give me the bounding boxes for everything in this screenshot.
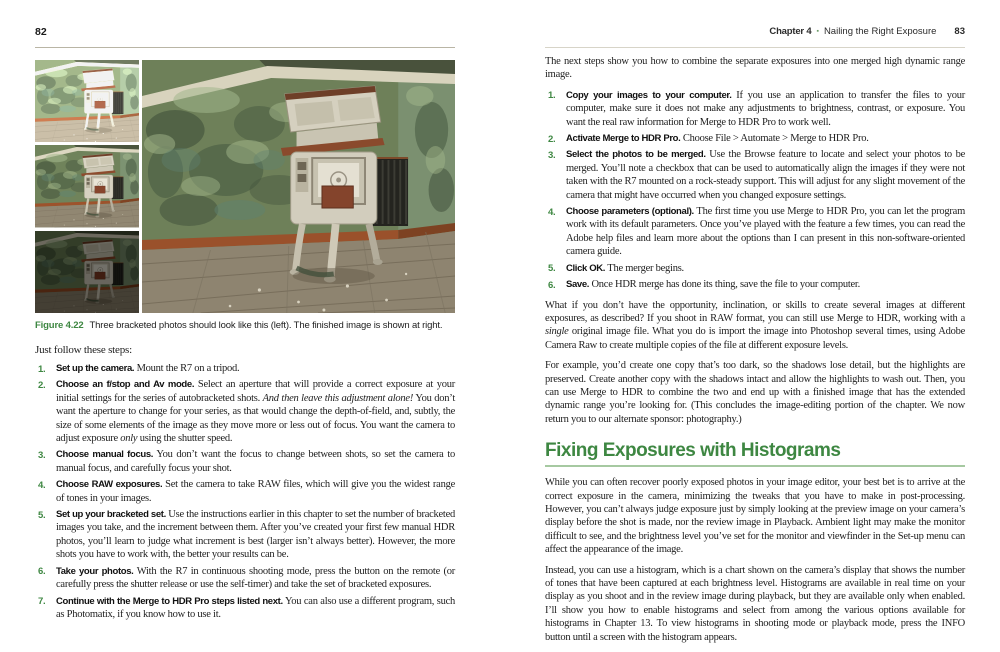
paragraph-while: While you can often recover poorly exposed photos in your image editor, your best bet is to arrive at the correct exposure in the camera, minimizing the tweaks that you have to make in post-processing. However, you can’t always judge exposure just by simply looking at the preview image on your camera’s display before the shot is made, nor the review image in Playback. Ambient light may make the monitor difficult to see, and the brightness level you’ve set for the monitor and viewfinder in the Set-up menu can affect the appearance of the image. <box>545 477 965 556</box>
step-number: 3. <box>548 149 556 161</box>
step-number: 1. <box>548 90 556 102</box>
step-item <box>35 448 455 475</box>
step-lead-in: Choose RAW exposures. <box>56 479 163 491</box>
running-head <box>769 26 965 37</box>
step-lead-in: Set up the camera. <box>56 363 135 374</box>
figure-image-composite <box>35 60 455 313</box>
step-number: 5. <box>38 509 46 521</box>
header-rule-left <box>35 47 455 48</box>
steps-list-left <box>35 362 455 621</box>
step-lead-in: Choose an f/stop and Av mode. <box>56 379 195 391</box>
step-item <box>35 362 455 375</box>
bracketed-thumbnails-column <box>35 60 139 313</box>
step-number: 2. <box>38 379 46 391</box>
square-separator-icon: ▪ <box>816 28 819 35</box>
step-number: 3. <box>38 449 46 461</box>
section-heading: Fixing Exposures with Histograms <box>545 440 841 462</box>
step-lead-in: Copy your images to your computer. <box>566 89 732 101</box>
step-lead-in: Choose parameters (optional). <box>566 206 694 218</box>
step-item <box>35 595 455 622</box>
step-number: 4. <box>38 479 46 491</box>
figure-caption <box>35 320 455 332</box>
steps-intro-left: Just follow these steps: <box>35 344 132 356</box>
step-lead-in: Take your photos. <box>56 565 134 577</box>
step-lead-in: Activate Merge to HDR Pro. <box>566 133 681 145</box>
bracketed-photo-underexposed <box>35 231 139 313</box>
step-item <box>545 278 965 291</box>
step-body-text: You don’t want the focus to change between shots, so set the camera to manual focus, and carefully focus your shot. <box>56 449 455 474</box>
bracketed-photo-overexposed <box>35 60 139 142</box>
step-body-text: Mount the R7 on a tripod. <box>134 363 240 374</box>
paragraph-instead: Instead, you can use a histogram, which is a chart shown on the camera’s display that shows the number of tones that have been captured at each brightness level. Histograms are available in real time on your display as you shoot and in the review image during playback, but they are available only when enabled. I’ll show you how to enable histograms and select from among the various options available for histograms in Chapter 13. To view histograms in shooting mode or playback mode, press the INFO button until a screen with the histogram appears. <box>545 564 965 643</box>
intro-paragraph: The next steps show you how to combine the separate exposures into one merged high dynamic range image. <box>545 56 965 81</box>
step-item <box>545 148 965 202</box>
step-number: 6. <box>548 279 556 291</box>
step-item <box>545 132 965 145</box>
paragraph-example: For example, you’d create one copy that’s too dark, so the shadows lose detail, but the highlights are preserved. Create another copy with the shadows intact and allow the highlights to wash out. Then, you can use Merge to HDR to combine the two and end up with a finished image that has the extended dynamic range you’re looking for. (This concludes the image-editing portion of the chapter. We now return you to our alternate sponsor: photography.) <box>545 360 965 425</box>
step-lead-in: Save. <box>566 279 590 291</box>
header-rule-right <box>545 47 965 48</box>
step-body-text: Use the instructions earlier in this chapter to set the number of bracketed images you take, and the increment between them. After you’ve created your first few manual HDR photos, you’ll learn to judge what increment is best (larger isn’t always better). However, the more shots you have to work with, the better your results can be. <box>56 509 456 561</box>
step-lead-in: Click OK. <box>566 262 606 274</box>
step-item <box>35 378 455 445</box>
step-item <box>545 205 965 259</box>
chapter-label: Chapter 4 <box>769 26 812 37</box>
step-number: 4. <box>548 206 556 218</box>
step-body-text: With the R7 in continuous shooting mode, press the button on the remote (or carefully press the shutter release or use the self-timer) and take the set of bracketed exposures. <box>56 565 455 591</box>
steps-list-right <box>545 89 965 292</box>
step-body-text: If you use an application to transfer the files to your computer, make sure it does not make any adjustments to brightness, contrast, or exposure. You want the real raw information for Merge to HDR Pro to work well. <box>566 89 965 128</box>
step-item <box>545 262 965 275</box>
step-number: 5. <box>548 263 556 275</box>
step-item <box>545 89 965 129</box>
paragraph-what-if: What if you don’t have the opportunity, inclination, or skills to create several images at different exposures, as described? If you shoot in RAW format, you can still use Merge to HDR, working with a single original image file. What you do is import the image into Photoshop several times, using Adobe Camera Raw to create multiple copies of the file at different exposure levels. <box>545 299 965 351</box>
step-body-text: The first time you use Merge to HDR Pro, you can let the program work with its default parameters. Once you’ve played with the feature a few times, you can read the Adobe help files and learn more about the options than I can present in this non-software-oriented camera guide. <box>566 206 965 258</box>
step-body-text: You can also use a different program, such as Photomatix, if you know how to use it. <box>56 595 455 620</box>
step-body-text: Set the camera to take RAW files, which will give you the widest range of tones in your images. <box>56 479 455 504</box>
step-body-text: Select an aperture that will provide a correct exposure at your initial settings for the series of autobracketed shots. And then leave this adjustment alone! You don’t want the aperture to change for your series, as that would change the depth-of-field, and, subtly, the size of some elements of the image as they move more or less out of focus. You want the camera to adjust exposure only using the shutter speed. <box>56 379 456 445</box>
step-body-text: Use the Browse feature to locate and select your photos to be merged. You’ll note a checkbox that can be used to automatically align the images if they were not taken with the R7 mounted on a rock-steady support. This will adjust for any slight movement of the camera that might have occurred when you changed exposure settings. <box>566 149 965 201</box>
step-item <box>35 565 455 592</box>
step-number: 1. <box>38 363 46 375</box>
step-number: 7. <box>38 596 46 607</box>
step-body-text: Choose File > Automate > Merge to HDR Pro. <box>680 133 869 145</box>
figure-label: Figure 4.22 <box>35 320 84 331</box>
step-number: 6. <box>38 566 46 578</box>
section-heading-rule <box>545 465 965 467</box>
finished-hdr-photo <box>142 60 455 313</box>
chapter-title: Nailing the Right Exposure <box>823 26 937 37</box>
page-number-left: 82 <box>35 26 47 38</box>
step-body-text: The merger begins. <box>605 262 684 274</box>
step-body-text: Once HDR merge has done its thing, save the file to your computer. <box>589 279 860 291</box>
page-right <box>545 0 965 652</box>
right-page-content <box>545 55 965 644</box>
step-lead-in: Choose manual focus. <box>56 449 154 461</box>
step-lead-in: Set up your bracketed set. <box>56 509 166 521</box>
step-item <box>35 478 455 505</box>
page-left <box>35 0 455 652</box>
bracketed-photo-normal <box>35 145 139 227</box>
step-item <box>35 508 455 562</box>
step-number: 2. <box>548 133 556 145</box>
page-number-right: 83 <box>954 26 965 37</box>
figure-4-22 <box>35 60 455 332</box>
figure-caption-text: Three bracketed photos should look like this (left). The finished image is shown at right. <box>89 320 443 331</box>
step-lead-in: Continue with the Merge to HDR Pro steps listed next. <box>56 595 283 607</box>
step-lead-in: Select the photos to be merged. <box>566 149 706 161</box>
